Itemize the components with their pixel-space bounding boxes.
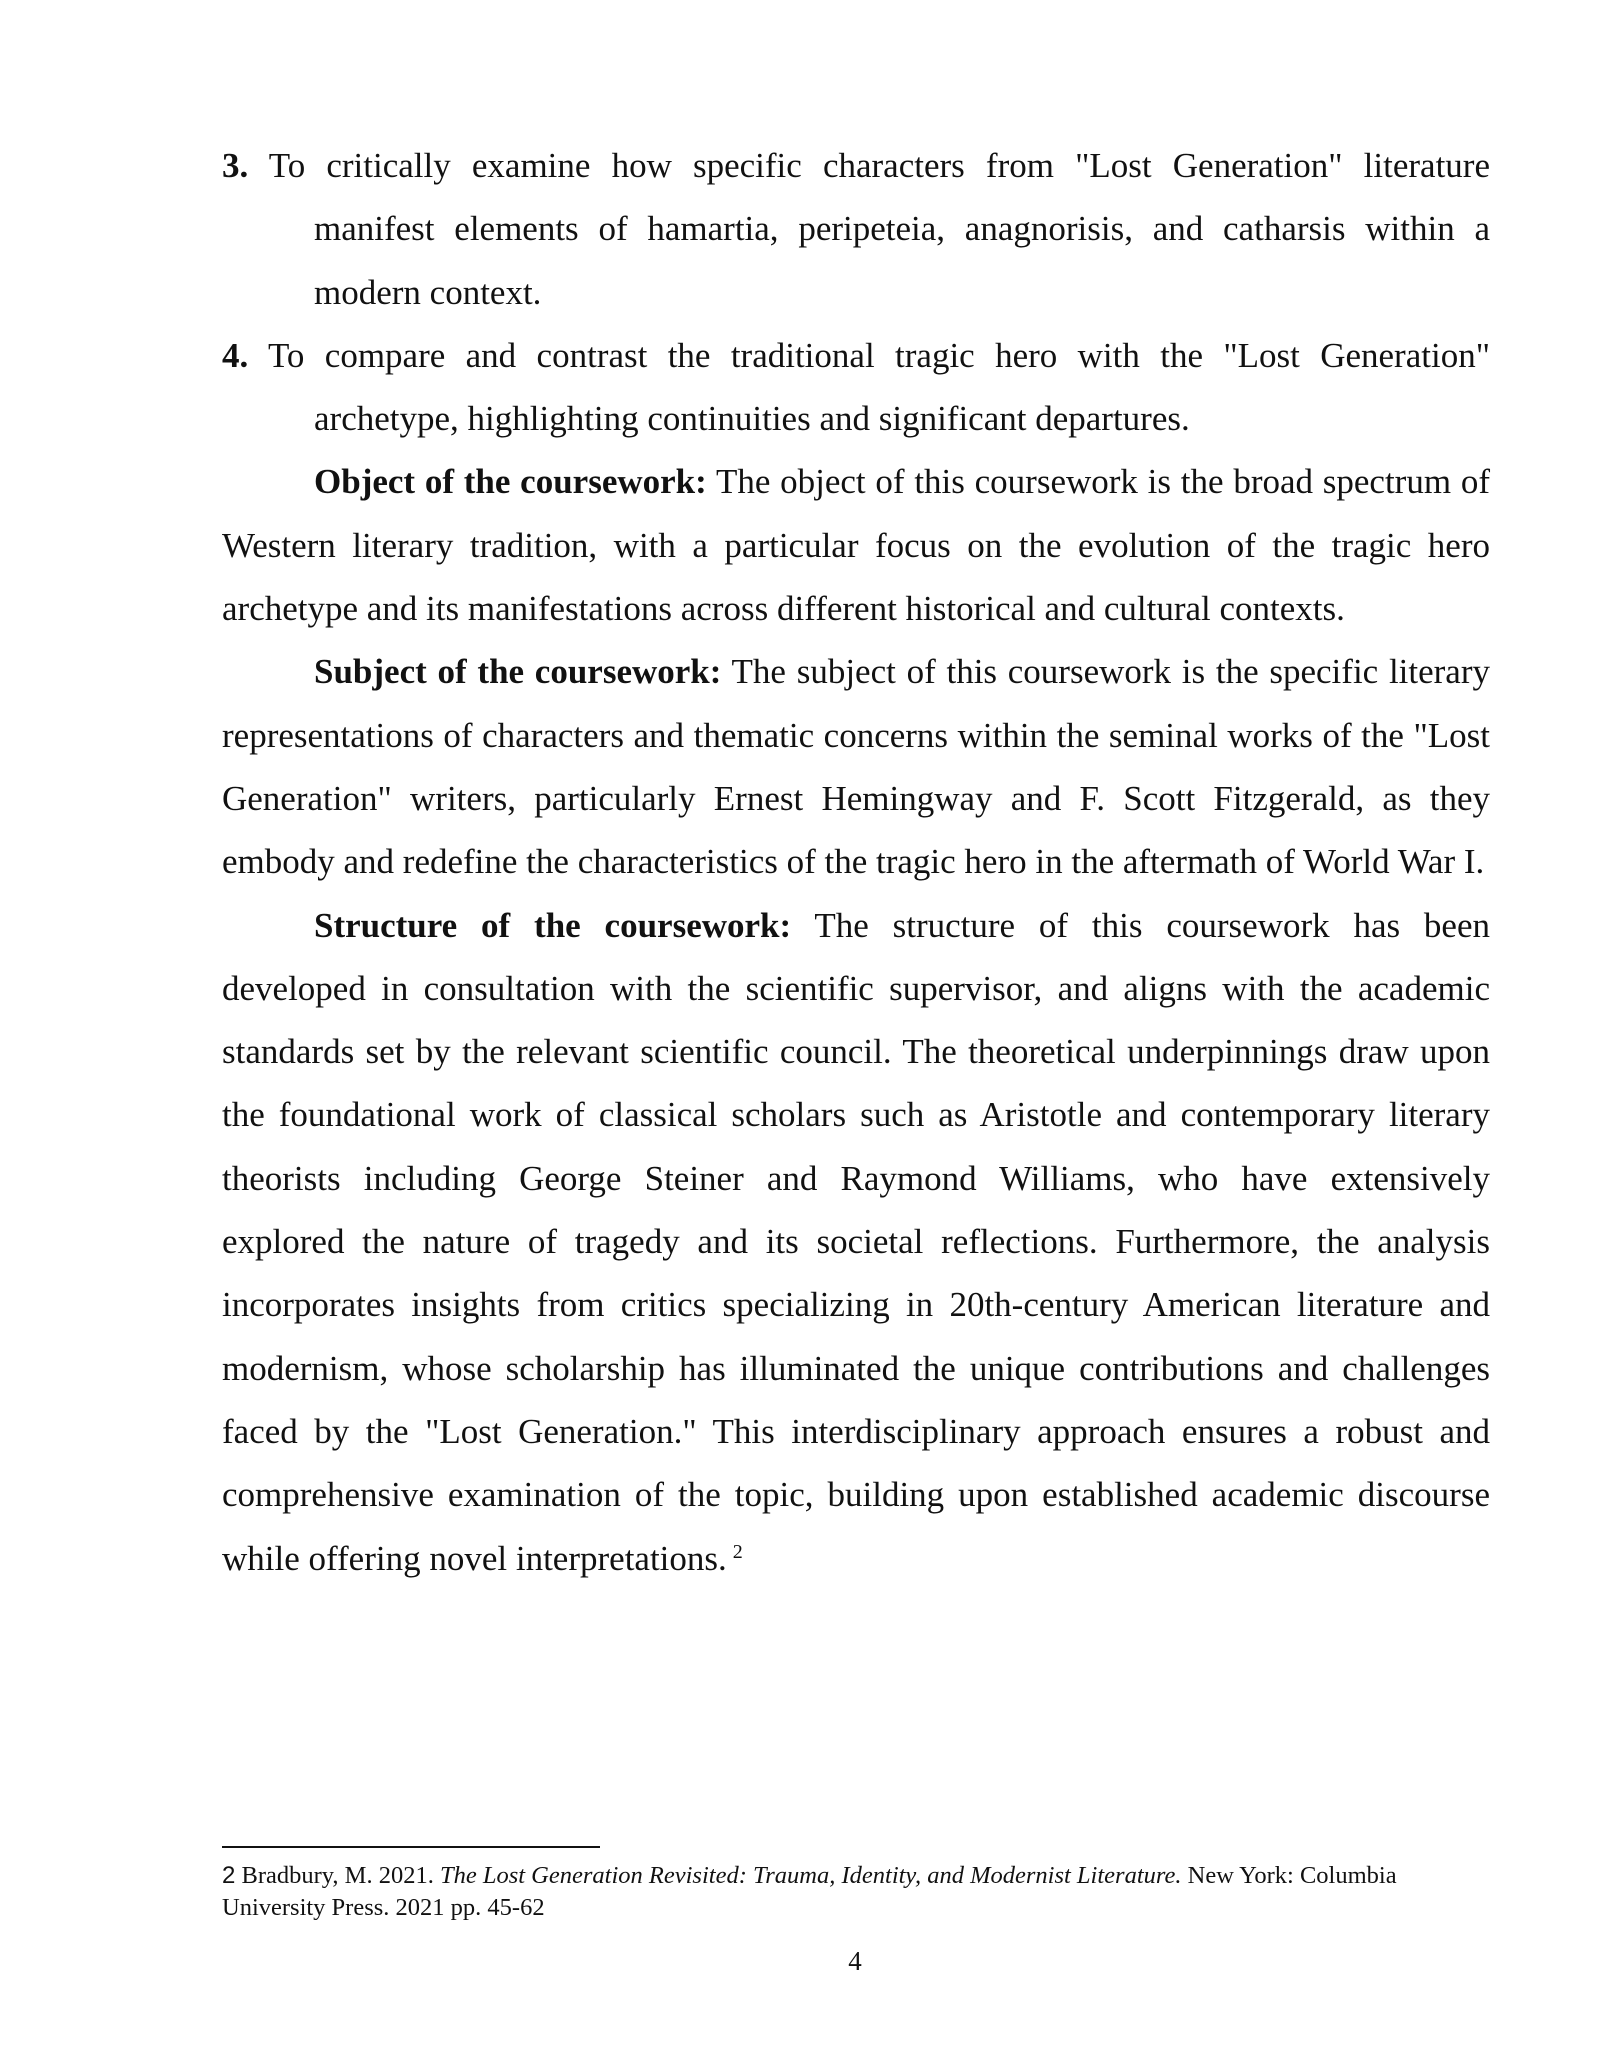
subject-text: The subject of this coursework is the specific literary representations of characters and thematic concerns within the seminal works of the "Lost Generation" writers, particularly Ernest Hemingway and F. Scott Fitzgerald, as they embody and redefine the characteristics of the tragic hero in the aftermath of World War I. [222,652,1490,882]
structure-heading: Structure of the coursework: [314,905,792,945]
structure-text: The structure of this coursework has been developed in consultation with the scientific supervisor, and aligns with the academic standards set by the relevant scientific council. The theoretical underpinnings draw upon the foundational work of classical scholars such as Aristotle and contemporary literary theorists including George Steiner and Raymond Williams, who have extensively explored the nature of tragedy and its societal reflections. Furthermore, the analysis incorporates insights from critics specializing in 20th-century American literature and modernism, whose scholarship has illuminated the unique contributions and challenges faced by the "Lost Generation." This interdisciplinary approach ensures a robust and comprehensive examination of the topic, building upon established academic discourse while offering novel interpretations. [222,905,1491,1578]
list-item-text: To critically examine how specific characters from "Lost Generation" literature manifest elements of hamartia, peripeteia, anagnorisis, and catharsis within a modern context. [268,146,1490,312]
list-item-text: To compare and contrast the traditional tragic hero with the "Lost Generation" archetype, highlighting continuities and significant departures. [267,335,1490,439]
footnote-citation-prefix: Bradbury, M. 2021. [241,1862,434,1889]
footnote-reference[interactable]: 2 [732,1540,743,1563]
body-text [222,134,1490,1590]
subject-heading: Subject of the coursework: [314,652,722,692]
page-number: 4 [848,1946,862,1976]
footnote-separator [222,1846,600,1848]
subject-paragraph [222,640,1490,893]
footnote [222,1860,1490,1924]
objective-item-4 [222,324,1490,451]
object-paragraph [222,450,1490,640]
object-text: The object of this coursework is the broad spectrum of Western literary tradition, with a particular focus on the evolution of the tragic hero archetype and its manifestations across different historical and cultural contexts. [222,462,1490,629]
object-heading: Object of the coursework: [314,462,707,502]
footnote-book-title: The Lost Generation Revisited: Trauma, Identity, and Modernist Literature. [439,1862,1182,1889]
list-number: 4. [222,335,249,375]
objective-item-3 [222,134,1490,324]
list-number: 3. [222,146,249,185]
structure-paragraph [222,894,1490,1590]
footnote-number: 2 [222,1862,236,1889]
footnote-citation-suffix: New York: Columbia University Press. 2021 pp. 45-62 [222,1862,1397,1921]
